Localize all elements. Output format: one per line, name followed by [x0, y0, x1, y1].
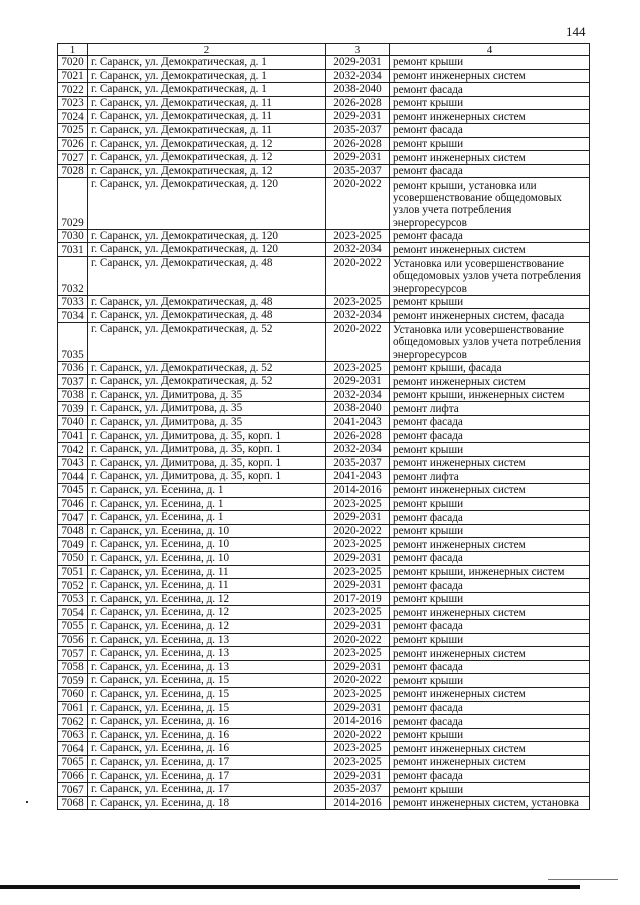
row-number: 7027: [58, 151, 88, 165]
row-number: 7042: [58, 443, 88, 457]
row-number: 7031: [58, 243, 88, 257]
table-row: [58, 96, 590, 110]
work-type-cell: ремонт крыши: [390, 524, 590, 538]
table-row: [58, 110, 590, 124]
table-row: [58, 322, 590, 361]
row-number: 7045: [58, 484, 88, 498]
row-number: 7066: [58, 769, 88, 783]
years-cell: 2014-2016: [326, 796, 390, 810]
years-cell: 2032-2034: [326, 443, 390, 457]
row-number: 7061: [58, 701, 88, 715]
table-row: [58, 309, 590, 323]
address-cell: г. Саранск, ул. Есенина, д. 17: [88, 769, 326, 783]
years-cell: 2032-2034: [326, 309, 390, 323]
row-number: 7034: [58, 309, 88, 323]
table-row: [58, 497, 590, 511]
row-number: 7062: [58, 715, 88, 729]
table-row: [58, 229, 590, 243]
row-number: 7053: [58, 592, 88, 606]
years-cell: 2023-2025: [326, 606, 390, 620]
years-cell: 2029-2031: [326, 660, 390, 674]
years-cell: 2026-2028: [326, 137, 390, 151]
row-number: 7052: [58, 579, 88, 593]
address-cell: г. Саранск, ул. Демократическая, д. 1: [88, 56, 326, 70]
row-number: 7049: [58, 538, 88, 552]
work-type-cell: ремонт инженерных систем: [390, 606, 590, 620]
table-row: [58, 484, 590, 498]
row-number: 7026: [58, 137, 88, 151]
table-row: [58, 742, 590, 756]
work-type-cell: ремонт лифта: [390, 402, 590, 416]
years-cell: 2026-2028: [326, 96, 390, 110]
address-cell: г. Саранск, ул. Демократическая, д. 11: [88, 123, 326, 137]
row-number: 7056: [58, 633, 88, 647]
row-number: 7023: [58, 96, 88, 110]
work-type-cell: ремонт фасада: [390, 619, 590, 633]
work-type-cell: ремонт крыши: [390, 783, 590, 797]
address-cell: г. Саранск, ул. Есенина, д. 11: [88, 579, 326, 593]
work-type-cell: ремонт крыши: [390, 56, 590, 70]
work-type-cell: ремонт фасада: [390, 579, 590, 593]
address-cell: г. Саранск, ул. Есенина, д. 1: [88, 497, 326, 511]
table-row: [58, 755, 590, 769]
years-cell: 2029-2031: [326, 375, 390, 389]
row-number: 7048: [58, 524, 88, 538]
work-type-cell: ремонт фасада: [390, 429, 590, 443]
years-cell: 2041-2043: [326, 416, 390, 430]
years-cell: 2020-2022: [326, 256, 390, 295]
row-number: 7046: [58, 497, 88, 511]
work-type-cell: ремонт фасада: [390, 229, 590, 243]
table-row: [58, 674, 590, 688]
table-row: [58, 538, 590, 552]
table-row: [58, 429, 590, 443]
years-cell: 2023-2025: [326, 647, 390, 661]
row-number: 7058: [58, 660, 88, 674]
work-type-cell: ремонт крыши, инженерных систем: [390, 388, 590, 402]
address-cell: г. Саранск, ул. Есенина, д. 13: [88, 647, 326, 661]
table-row: [58, 701, 590, 715]
address-cell: г. Саранск, ул. Есенина, д. 1: [88, 484, 326, 498]
address-cell: г. Саранск, ул. Есенина, д. 10: [88, 552, 326, 566]
address-cell: г. Саранск, ул. Димитрова, д. 35, корп. 1: [88, 470, 326, 484]
row-number: 7057: [58, 647, 88, 661]
years-cell: 2020-2022: [326, 524, 390, 538]
years-cell: 2020-2022: [326, 633, 390, 647]
table-row: [58, 619, 590, 633]
table-row: [58, 647, 590, 661]
address-cell: г. Саранск, ул. Есенина, д. 18: [88, 796, 326, 810]
years-cell: 2020-2022: [326, 322, 390, 361]
work-type-cell: ремонт инженерных систем: [390, 742, 590, 756]
row-number: 7030: [58, 229, 88, 243]
work-type-cell: ремонт инженерных систем: [390, 484, 590, 498]
address-cell: г. Саранск, ул. Есенина, д. 16: [88, 715, 326, 729]
address-cell: г. Саранск, ул. Демократическая, д. 120: [88, 229, 326, 243]
work-type-cell: ремонт крыши: [390, 497, 590, 511]
row-number: 7047: [58, 511, 88, 525]
work-type-cell: ремонт инженерных систем: [390, 647, 590, 661]
address-cell: г. Саранск, ул. Демократическая, д. 11: [88, 110, 326, 124]
row-number: 7025: [58, 123, 88, 137]
work-type-cell: ремонт фасада: [390, 123, 590, 137]
table-row: [58, 524, 590, 538]
table-row: [58, 769, 590, 783]
row-number: 7065: [58, 755, 88, 769]
table-row: [58, 470, 590, 484]
work-type-cell: ремонт фасада: [390, 164, 590, 178]
table-row: [58, 243, 590, 257]
years-cell: 2023-2025: [326, 687, 390, 701]
table-body: [58, 44, 590, 810]
table-row: [58, 164, 590, 178]
header-col-3: 3: [326, 44, 390, 56]
work-type-cell: ремонт крыши: [390, 633, 590, 647]
table-row: [58, 83, 590, 97]
years-cell: 2023-2025: [326, 497, 390, 511]
years-cell: 2032-2034: [326, 388, 390, 402]
years-cell: 2041-2043: [326, 470, 390, 484]
work-type-cell: Установка или усовершенствование общедомовых узлов учета потребления энергоресурсов: [390, 322, 590, 361]
years-cell: 2029-2031: [326, 619, 390, 633]
row-number: 7028: [58, 164, 88, 178]
years-cell: 2035-2037: [326, 164, 390, 178]
work-type-cell: ремонт фасада: [390, 769, 590, 783]
work-type-cell: ремонт крыши, установка или усовершенствование общедомовых узлов учета потребления энергоресурсов: [390, 178, 590, 229]
address-cell: г. Саранск, ул. Есенина, д. 15: [88, 701, 326, 715]
address-cell: г. Саранск, ул. Демократическая, д. 12: [88, 164, 326, 178]
table-row: [58, 660, 590, 674]
table-header-row: [58, 44, 590, 56]
table-row: [58, 606, 590, 620]
address-cell: г. Саранск, ул. Демократическая, д. 11: [88, 96, 326, 110]
address-cell: г. Саранск, ул. Демократическая, д. 120: [88, 243, 326, 257]
address-cell: г. Саранск, ул. Димитрова, д. 35, корп. 1: [88, 429, 326, 443]
work-type-cell: ремонт крыши: [390, 728, 590, 742]
row-number: 7060: [58, 687, 88, 701]
work-type-cell: ремонт крыши: [390, 592, 590, 606]
years-cell: 2014-2016: [326, 715, 390, 729]
table-row: [58, 375, 590, 389]
row-number: 7050: [58, 552, 88, 566]
work-type-cell: ремонт крыши, фасада: [390, 361, 590, 375]
work-type-cell: ремонт фасада: [390, 552, 590, 566]
table-row: [58, 579, 590, 593]
row-number: 7043: [58, 456, 88, 470]
work-type-cell: ремонт инженерных систем: [390, 110, 590, 124]
address-cell: г. Саранск, ул. Есенина, д. 12: [88, 619, 326, 633]
work-type-cell: ремонт инженерных систем: [390, 243, 590, 257]
work-type-cell: ремонт крыши, инженерных систем: [390, 565, 590, 579]
years-cell: 2038-2040: [326, 402, 390, 416]
table-row: [58, 687, 590, 701]
table-row: [58, 565, 590, 579]
years-cell: 2029-2031: [326, 151, 390, 165]
page-number: 144: [566, 24, 586, 39]
margin-mark: [26, 801, 28, 803]
address-cell: г. Саранск, ул. Демократическая, д. 1: [88, 83, 326, 97]
table-row: [58, 151, 590, 165]
work-type-cell: ремонт лифта: [390, 470, 590, 484]
years-cell: 2032-2034: [326, 243, 390, 257]
row-number: 7055: [58, 619, 88, 633]
years-cell: 2029-2031: [326, 56, 390, 70]
table-row: [58, 456, 590, 470]
table-row: [58, 361, 590, 375]
row-number: 7038: [58, 388, 88, 402]
address-cell: г. Саранск, ул. Димитрова, д. 35: [88, 402, 326, 416]
row-number: 7068: [58, 796, 88, 810]
work-type-cell: ремонт инженерных систем, фасада: [390, 309, 590, 323]
work-type-cell: ремонт инженерных систем: [390, 456, 590, 470]
years-cell: 2035-2037: [326, 123, 390, 137]
table-row: [58, 402, 590, 416]
address-cell: г. Саранск, ул. Есенина, д. 13: [88, 633, 326, 647]
years-cell: 2020-2022: [326, 178, 390, 229]
work-type-cell: ремонт крыши: [390, 295, 590, 309]
address-cell: г. Саранск, ул. Демократическая, д. 12: [88, 137, 326, 151]
years-cell: 2014-2016: [326, 484, 390, 498]
row-number: 7064: [58, 742, 88, 756]
table-row: [58, 137, 590, 151]
bottom-scan-line: [548, 879, 618, 880]
years-cell: 2032-2034: [326, 69, 390, 83]
years-cell: 2038-2040: [326, 83, 390, 97]
years-cell: 2020-2022: [326, 728, 390, 742]
header-col-1: 1: [58, 44, 88, 56]
work-type-cell: ремонт инженерных систем: [390, 375, 590, 389]
work-type-cell: ремонт фасада: [390, 511, 590, 525]
years-cell: 2029-2031: [326, 769, 390, 783]
table-row: [58, 783, 590, 797]
address-cell: г. Саранск, ул. Есенина, д. 17: [88, 755, 326, 769]
address-cell: г. Саранск, ул. Демократическая, д. 52: [88, 361, 326, 375]
row-number: 7024: [58, 110, 88, 124]
years-cell: 2017-2019: [326, 592, 390, 606]
address-cell: г. Саранск, ул. Демократическая, д. 12: [88, 151, 326, 165]
address-cell: г. Саранск, ул. Димитрова, д. 35: [88, 416, 326, 430]
row-number: 7051: [58, 565, 88, 579]
table-row: [58, 633, 590, 647]
row-number: 7022: [58, 83, 88, 97]
work-type-cell: ремонт фасада: [390, 416, 590, 430]
work-type-cell: ремонт инженерных систем: [390, 151, 590, 165]
work-type-cell: ремонт инженерных систем: [390, 755, 590, 769]
years-cell: 2029-2031: [326, 511, 390, 525]
row-number: 7039: [58, 402, 88, 416]
row-number: 7033: [58, 295, 88, 309]
address-cell: г. Саранск, ул. Есенина, д. 16: [88, 742, 326, 756]
work-type-cell: ремонт инженерных систем: [390, 538, 590, 552]
work-type-cell: ремонт крыши: [390, 443, 590, 457]
row-number: 7063: [58, 728, 88, 742]
work-type-cell: ремонт инженерных систем: [390, 687, 590, 701]
table-row: [58, 416, 590, 430]
row-number: 7020: [58, 56, 88, 70]
row-number: 7067: [58, 783, 88, 797]
row-number: 7036: [58, 361, 88, 375]
work-type-cell: ремонт крыши: [390, 137, 590, 151]
years-cell: 2023-2025: [326, 229, 390, 243]
table-row: [58, 295, 590, 309]
table-row: [58, 592, 590, 606]
years-cell: 2020-2022: [326, 674, 390, 688]
table-row: [58, 69, 590, 83]
address-cell: г. Саранск, ул. Есенина, д. 12: [88, 606, 326, 620]
years-cell: 2023-2025: [326, 755, 390, 769]
years-cell: 2023-2025: [326, 538, 390, 552]
work-type-cell: ремонт фасада: [390, 83, 590, 97]
address-cell: г. Саранск, ул. Есенина, д. 1: [88, 511, 326, 525]
work-type-cell: ремонт крыши: [390, 674, 590, 688]
table-row: [58, 796, 590, 810]
row-number: 7032: [58, 256, 88, 295]
address-cell: г. Саранск, ул. Демократическая, д. 120: [88, 178, 326, 229]
address-cell: г. Саранск, ул. Демократическая, д. 48: [88, 309, 326, 323]
table-row: [58, 178, 590, 229]
years-cell: 2023-2025: [326, 361, 390, 375]
work-type-cell: ремонт инженерных систем: [390, 69, 590, 83]
address-cell: г. Саранск, ул. Демократическая, д. 1: [88, 69, 326, 83]
address-cell: г. Саранск, ул. Есенина, д. 17: [88, 783, 326, 797]
table-row: [58, 552, 590, 566]
row-number: 7021: [58, 69, 88, 83]
work-type-cell: ремонт крыши: [390, 96, 590, 110]
years-cell: 2026-2028: [326, 429, 390, 443]
years-cell: 2029-2031: [326, 552, 390, 566]
work-type-cell: ремонт фасада: [390, 715, 590, 729]
table-row: [58, 123, 590, 137]
address-cell: г. Саранск, ул. Есенина, д. 16: [88, 728, 326, 742]
row-number: 7037: [58, 375, 88, 389]
row-number: 7040: [58, 416, 88, 430]
address-cell: г. Саранск, ул. Демократическая, д. 52: [88, 322, 326, 361]
address-cell: г. Саранск, ул. Есенина, д. 15: [88, 687, 326, 701]
address-cell: г. Саранск, ул. Есенина, д. 13: [88, 660, 326, 674]
years-cell: 2023-2025: [326, 565, 390, 579]
table-row: [58, 388, 590, 402]
address-cell: г. Саранск, ул. Есенина, д. 11: [88, 565, 326, 579]
years-cell: 2029-2031: [326, 579, 390, 593]
years-cell: 2029-2031: [326, 701, 390, 715]
row-number: 7059: [58, 674, 88, 688]
address-cell: г. Саранск, ул. Демократическая, д. 48: [88, 295, 326, 309]
years-cell: 2023-2025: [326, 295, 390, 309]
address-cell: г. Саранск, ул. Есенина, д. 10: [88, 524, 326, 538]
address-cell: г. Саранск, ул. Есенина, д. 12: [88, 592, 326, 606]
work-type-cell: ремонт фасада: [390, 701, 590, 715]
row-number: 7044: [58, 470, 88, 484]
row-number: 7041: [58, 429, 88, 443]
years-cell: 2023-2025: [326, 742, 390, 756]
table-row: [58, 256, 590, 295]
table-row: [58, 56, 590, 70]
address-cell: г. Саранск, ул. Димитрова, д. 35, корп. 1: [88, 456, 326, 470]
address-cell: г. Саранск, ул. Демократическая, д. 52: [88, 375, 326, 389]
table-row: [58, 728, 590, 742]
row-number: 7029: [58, 178, 88, 229]
address-cell: г. Саранск, ул. Есенина, д. 10: [88, 538, 326, 552]
years-cell: 2035-2037: [326, 783, 390, 797]
work-type-cell: ремонт инженерных систем, установка: [390, 796, 590, 810]
header-col-2: 2: [88, 44, 326, 56]
work-type-cell: ремонт фасада: [390, 660, 590, 674]
address-cell: г. Саранск, ул. Демократическая, д. 48: [88, 256, 326, 295]
table-row: [58, 511, 590, 525]
address-cell: г. Саранск, ул. Димитрова, д. 35: [88, 388, 326, 402]
work-type-cell: Установка или усовершенствование общедомовых узлов учета потребления энергоресурсов: [390, 256, 590, 295]
capital-repair-table: [57, 43, 590, 810]
table-row: [58, 443, 590, 457]
years-cell: 2035-2037: [326, 456, 390, 470]
years-cell: 2029-2031: [326, 110, 390, 124]
bottom-scan-bar: [0, 885, 580, 889]
row-number: 7054: [58, 606, 88, 620]
address-cell: г. Саранск, ул. Димитрова, д. 35, корп. 1: [88, 443, 326, 457]
address-cell: г. Саранск, ул. Есенина, д. 15: [88, 674, 326, 688]
row-number: 7035: [58, 322, 88, 361]
header-col-4: 4: [390, 44, 590, 56]
table-row: [58, 715, 590, 729]
